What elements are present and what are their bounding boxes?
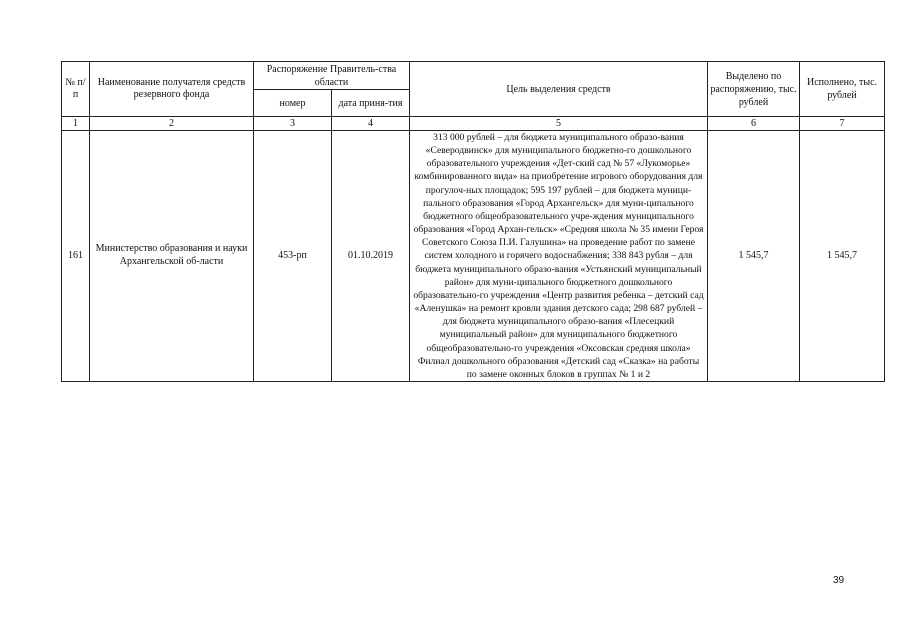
header-purpose: Цель выделения средств	[410, 62, 708, 117]
column-number-row	[62, 117, 885, 131]
allocated-amount: 1 545,7	[708, 131, 800, 382]
column-number: 3	[254, 117, 332, 131]
column-number: 1	[62, 117, 90, 131]
order-number: 453-рп	[254, 131, 332, 382]
column-number: 6	[708, 117, 800, 131]
order-date: 01.10.2019	[332, 131, 410, 382]
allocation-purpose: 313 000 рублей – для бюджета муниципального образо-вания «Северодвинск» для муниципального бюджетно-го дошкольного образовательного учреждения «Дет-ский сад № 57 «Лукоморье» комбинированного вида» на приобретение игрового оборудования для прогулоч-ных площадок; 595 197 рублей – для бюджета муници-пального образования «Город Архангельск» для муни-ципального бюджетного общеобразовательного учре-ждения муниципального образования «Город Архан-гельск» «Средняя школа № 35 имени Героя Советского Союза П.И. Галушина» на проведение работ по замене систем холодного и горячего водоснабжения; 338 843 рубля – для бюджета муниципального образо-вания «Устьянский муниципальный район» для муни-ципального бюджетного дошкольного образовательно-го учреждения «Центр развития ребенка – детский сад «Аленушка» на ремонт кровли здания детского сада; 298 687 рублей – для бюджета муниципального образо-вания «Плесецкий муниципальный район» для муниципального бюджетного общеобразовательно-го учреждения «Оксовская средняя школа» Филиал дошкольного образования «Детский сад «Сказка» на работы по замене оконных блоков в группах № 1 и 2	[410, 131, 708, 382]
column-number: 7	[800, 117, 885, 131]
column-number: 5	[410, 117, 708, 131]
header-no: № п/п	[62, 62, 90, 117]
row-number: 161	[62, 131, 90, 382]
recipient-name: Министерство образования и науки Архангельской об-ласти	[90, 131, 254, 382]
reserve-fund-table	[61, 61, 885, 382]
header-recipient: Наименование получателя средств резервного фонда	[90, 62, 254, 117]
header-row-top	[62, 62, 885, 90]
header-executed: Исполнено, тыс. рублей	[800, 62, 885, 117]
column-number: 4	[332, 117, 410, 131]
header-order-number: номер	[254, 90, 332, 117]
executed-amount: 1 545,7	[800, 131, 885, 382]
column-number: 2	[90, 117, 254, 131]
header-order-group: Распоряжение Правитель-ства области	[254, 62, 410, 90]
header-allocated: Выделено по распоряжению, тыс. рублей	[708, 62, 800, 117]
table-row	[62, 131, 885, 382]
page-number: 39	[833, 575, 845, 586]
header-order-date: дата приня-тия	[332, 90, 410, 117]
